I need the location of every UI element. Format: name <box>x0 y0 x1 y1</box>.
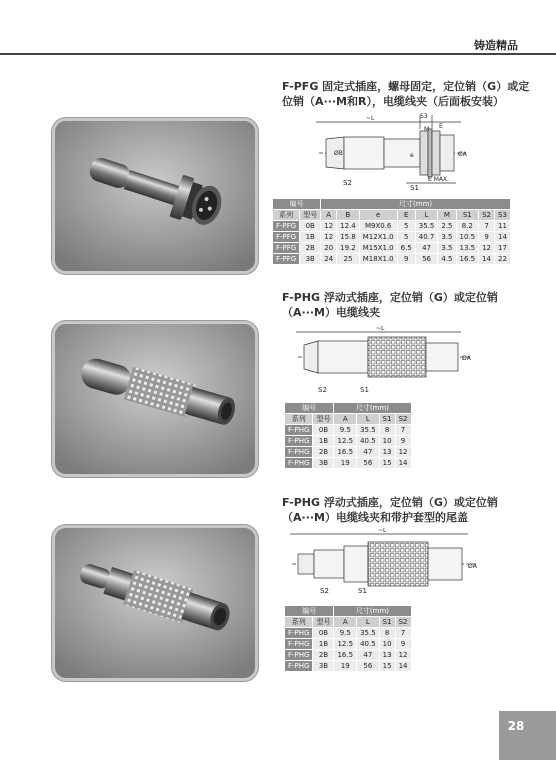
drawing-dimension-label: M <box>424 126 430 133</box>
section-title-f-pfg: F-PFG 固定式插座，螺母固定，定位销（G）或定位销（A···M和R），电缆线夹（后面板安装） <box>282 80 530 108</box>
table-row <box>285 661 412 672</box>
table-row <box>273 232 511 243</box>
table-cell: M12X1.0 <box>359 232 397 243</box>
drawing-dimension-label: S3 <box>420 113 428 120</box>
table-cell: 1B <box>313 436 334 447</box>
table-cell: 8 <box>379 425 395 436</box>
product-photo-f-pfg <box>52 118 258 274</box>
table-cell: 40.5 <box>357 436 380 447</box>
spec-table-f-pfg <box>272 198 511 265</box>
table-cell: 型号 <box>313 414 334 425</box>
table-cell: 型号 <box>300 210 321 221</box>
table-row <box>285 447 412 458</box>
table-cell: 40.7 <box>415 232 438 243</box>
table-cell: 12 <box>321 221 337 232</box>
s2-callout-3 <box>320 583 350 597</box>
table-cell: 9.5 <box>334 425 357 436</box>
drawing-dimension-label: ØB <box>334 150 343 157</box>
drawing-dimension-label: S2 <box>318 386 327 394</box>
drawing-dimension-label: E <box>439 123 443 130</box>
header-divider <box>0 53 556 55</box>
table-row <box>285 639 412 650</box>
drawing-dimension-label: ~L <box>366 115 375 122</box>
table-cell: 25 <box>337 254 360 265</box>
table-cell: 12 <box>395 650 411 661</box>
table-cell: 型号 <box>313 617 334 628</box>
table-cell: 12 <box>395 447 411 458</box>
table-cell: 14 <box>395 458 411 469</box>
spec-table-f-phg-boot <box>284 605 412 672</box>
table-cell: S2 <box>395 414 411 425</box>
table-cell: 6.5 <box>397 243 415 254</box>
drawing-dimension-label: ~L <box>378 528 387 534</box>
table-cell: 尺寸(mm) <box>334 403 411 414</box>
table-cell: 12 <box>479 243 495 254</box>
table-cell: 17 <box>495 243 511 254</box>
s1-callout-3 <box>358 583 388 597</box>
table-cell: 4.5 <box>438 254 456 265</box>
table-cell: A <box>321 210 337 221</box>
table-cell: 0B <box>313 628 334 639</box>
table-cell: 3B <box>300 254 321 265</box>
table-cell: 10 <box>379 436 395 447</box>
table-cell: S1 <box>379 617 395 628</box>
table-cell: 5 <box>397 221 415 232</box>
table-cell: A <box>334 617 357 628</box>
table-cell: 15 <box>379 458 395 469</box>
table-cell: 1B <box>300 232 321 243</box>
table-cell: 12.5 <box>334 436 357 447</box>
drawing-dimension-label: ØA <box>458 151 467 158</box>
drawing-dimension-label: S2 <box>343 179 352 187</box>
table-cell: 系列 <box>285 617 313 628</box>
table-cell: 47 <box>415 243 438 254</box>
table-cell: 1B <box>313 639 334 650</box>
table-cell: 11 <box>495 221 511 232</box>
s2-callout-1 <box>343 174 373 190</box>
table-row <box>285 425 412 436</box>
table-cell: 0B <box>313 425 334 436</box>
table-row <box>273 221 511 232</box>
table-cell: A <box>334 414 357 425</box>
page-number: 28 <box>507 719 525 733</box>
table-cell: 9 <box>395 436 411 447</box>
table-cell: F-PHG <box>285 650 313 661</box>
table-cell: 35.5 <box>357 425 380 436</box>
table-cell: L <box>357 617 380 628</box>
table-cell: 10.5 <box>456 232 479 243</box>
table-cell: F-PFG <box>273 254 300 265</box>
table-cell: 尺寸(mm) <box>334 606 411 617</box>
table-cell: 35.5 <box>415 221 438 232</box>
table-cell: L <box>357 414 380 425</box>
table-cell: F-PHG <box>285 436 313 447</box>
drawing-dimension-label: S2 <box>320 587 329 595</box>
table-cell: F-PFG <box>273 221 300 232</box>
s1-callout-2 <box>360 382 390 396</box>
table-cell: 7 <box>395 425 411 436</box>
table-cell: 2B <box>313 447 334 458</box>
spec-table-f-phg <box>284 402 412 469</box>
table-cell: L <box>415 210 438 221</box>
table-cell: F-PHG <box>285 628 313 639</box>
table-cell: 5 <box>397 232 415 243</box>
table-cell: F-PHG <box>285 639 313 650</box>
table-cell: 12 <box>321 232 337 243</box>
table-cell: M <box>438 210 456 221</box>
drawing-dimension-label: S1 <box>358 587 367 595</box>
section-title-f-phg-boot: F-PHG 浮动式插座，定位销（G）或定位销（A···M）电缆线夹和带护套型的尾盖 <box>282 496 498 524</box>
table-cell: 19 <box>334 458 357 469</box>
table-cell: 7 <box>395 628 411 639</box>
table-cell: 10 <box>379 639 395 650</box>
drawing-dimension-label: e <box>410 152 414 159</box>
s2-callout-2 <box>318 382 348 396</box>
table-cell: 3B <box>313 661 334 672</box>
table-row <box>285 650 412 661</box>
table-cell: 0B <box>300 221 321 232</box>
table-cell: 系列 <box>273 210 300 221</box>
table-cell: 2B <box>313 650 334 661</box>
table-cell: 47 <box>357 447 380 458</box>
table-cell: 7 <box>479 221 495 232</box>
drawing-dimension-label: ØA <box>468 563 477 570</box>
table-cell: S2 <box>479 210 495 221</box>
table-cell: 12.4 <box>337 221 360 232</box>
table-cell: 12.5 <box>334 639 357 650</box>
table-cell: 19 <box>334 661 357 672</box>
table-cell: 20 <box>321 243 337 254</box>
table-row <box>273 243 511 254</box>
product-photo-f-phg-boot <box>52 525 258 681</box>
page-header-title: 铸造精品 <box>474 39 518 52</box>
table-cell: F-PHG <box>285 458 313 469</box>
table-cell: F-PHG <box>285 661 313 672</box>
drawing-dimension-label: S1 <box>410 184 419 192</box>
table-cell: F-PHG <box>285 447 313 458</box>
drawing-dimension-label: ØA <box>462 355 471 362</box>
table-cell: S2 <box>395 617 411 628</box>
table-cell: F-PFG <box>273 232 300 243</box>
table-cell: e <box>359 210 397 221</box>
table-cell: S3 <box>495 210 511 221</box>
drawing-dimension-label: ~L <box>376 325 385 332</box>
product-photo-f-phg <box>52 321 258 477</box>
section-title-f-phg: F-PHG 浮动式插座，定位销（G）或定位销（A···M）电缆线夹 <box>282 291 498 319</box>
technical-drawing-f-pfg <box>316 113 476 197</box>
table-cell: 3B <box>313 458 334 469</box>
table-cell: 3.5 <box>438 243 456 254</box>
table-cell: S1 <box>456 210 479 221</box>
table-cell: 2.5 <box>438 221 456 232</box>
table-cell: 56 <box>415 254 438 265</box>
table-cell: F-PHG <box>285 425 313 436</box>
table-cell: 系列 <box>285 414 313 425</box>
table-cell: 15 <box>379 661 395 672</box>
table-cell: M18X1.0 <box>359 254 397 265</box>
table-cell: M9X0.6 <box>359 221 397 232</box>
table-row <box>273 254 511 265</box>
table-cell: F-PFG <box>273 243 300 254</box>
table-cell: B <box>337 210 360 221</box>
table-cell: 编号 <box>285 403 334 414</box>
table-cell: 13.5 <box>456 243 479 254</box>
table-cell: 22 <box>495 254 511 265</box>
s1-callout-1 <box>410 180 440 196</box>
table-cell: 13 <box>379 650 395 661</box>
table-group-label: 编号 <box>273 199 321 210</box>
table-cell: 40.5 <box>357 639 380 650</box>
table-cell: 56 <box>357 661 380 672</box>
table-cell: 9 <box>479 232 495 243</box>
table-row <box>285 628 412 639</box>
table-cell: 2B <box>300 243 321 254</box>
table-cell: 56 <box>357 458 380 469</box>
table-cell: 9.5 <box>334 628 357 639</box>
table-row <box>285 436 412 447</box>
table-cell: 24 <box>321 254 337 265</box>
table-cell: 19.2 <box>337 243 360 254</box>
table-cell: 9 <box>395 639 411 650</box>
table-row <box>285 458 412 469</box>
table-cell: 13 <box>379 447 395 458</box>
table-cell: 9 <box>397 254 415 265</box>
table-dims-label: 尺寸(mm) <box>321 199 511 210</box>
table-cell: 16.5 <box>334 650 357 661</box>
table-cell: 8 <box>379 628 395 639</box>
table-cell: 35.5 <box>357 628 380 639</box>
table-cell: 14 <box>395 661 411 672</box>
table-cell: 编号 <box>285 606 334 617</box>
table-cell: 14 <box>495 232 511 243</box>
table-cell: 8.2 <box>456 221 479 232</box>
table-cell: S1 <box>379 414 395 425</box>
table-cell: 16.5 <box>456 254 479 265</box>
table-cell: E <box>397 210 415 221</box>
table-cell: M15X1.0 <box>359 243 397 254</box>
table-cell: 15.8 <box>337 232 360 243</box>
drawing-dimension-label: S1 <box>360 386 369 394</box>
drawing-dimension-label: E MAX. <box>428 176 449 183</box>
table-cell: 47 <box>357 650 380 661</box>
table-cell: 16.5 <box>334 447 357 458</box>
table-cell: 3.5 <box>438 232 456 243</box>
table-cell: 14 <box>479 254 495 265</box>
